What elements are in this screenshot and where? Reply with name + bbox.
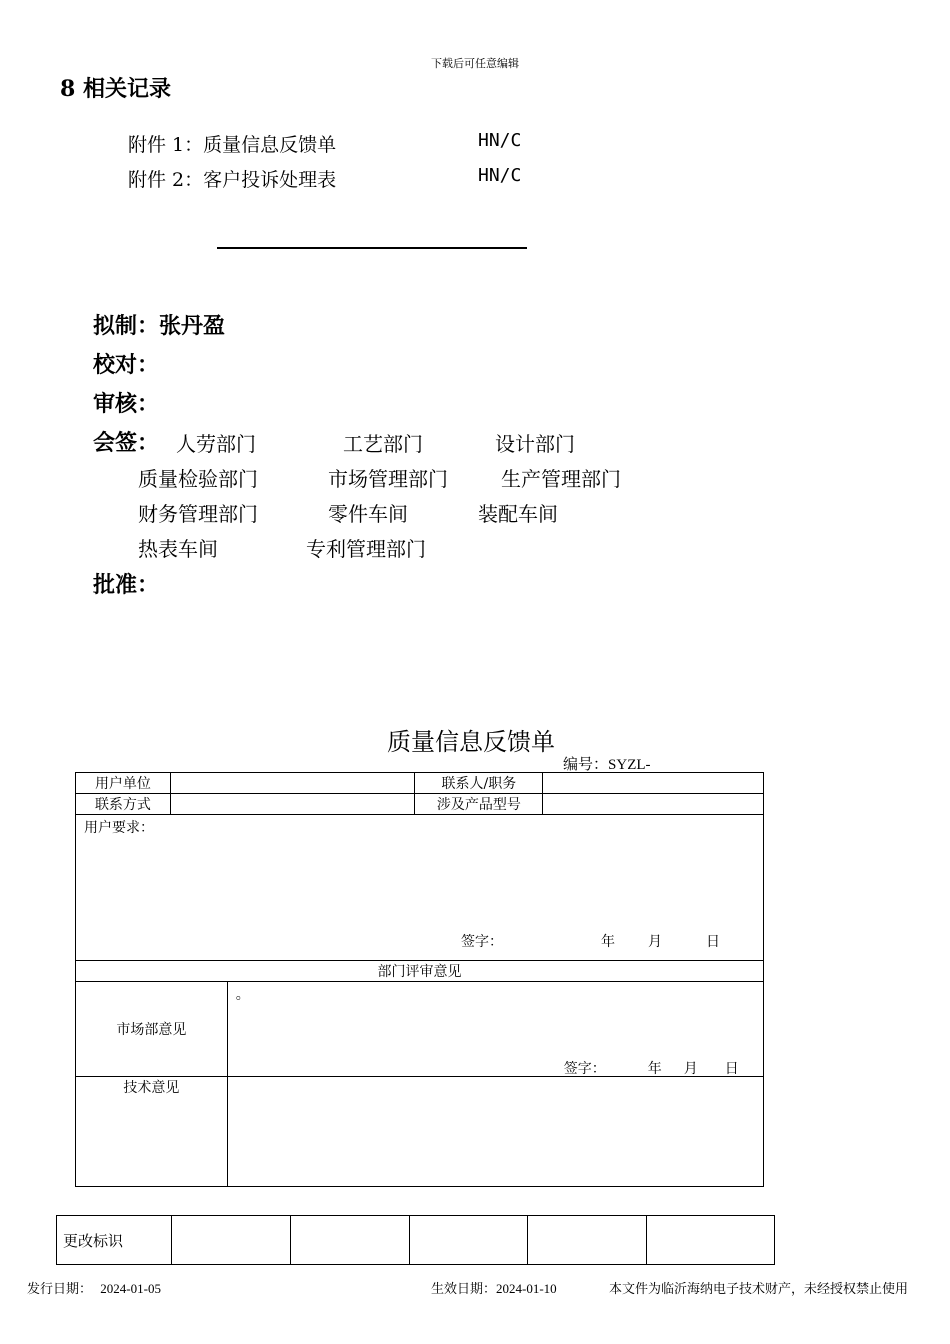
change-marker-cell[interactable] bbox=[171, 1216, 290, 1265]
user-sign-label: 签字： bbox=[461, 934, 503, 950]
change-marker-cell[interactable] bbox=[409, 1216, 528, 1265]
contact-method-field[interactable] bbox=[170, 794, 415, 815]
annex-1-code: HN/C bbox=[478, 130, 522, 151]
dept-quality-inspection: 质量检验部门 bbox=[138, 467, 258, 491]
drafted-row bbox=[93, 309, 225, 340]
dept-market-management: 市场管理部门 bbox=[328, 467, 448, 491]
dept-patent-management: 专利管理部门 bbox=[306, 537, 426, 561]
user-requirements-cell[interactable] bbox=[76, 815, 764, 961]
user-requirements-label: 用户要求： bbox=[84, 820, 154, 836]
form-number-label: 编号： bbox=[563, 757, 609, 773]
countersign-label: 会签： bbox=[93, 430, 160, 456]
issue-date: 2024-01-05 bbox=[100, 1281, 161, 1296]
form-title: 质量信息反馈单 bbox=[387, 728, 555, 756]
section-title: 8 相关记录 bbox=[60, 76, 171, 102]
user-sign-month: 月 bbox=[648, 934, 662, 950]
tech-opinion-label: 技术意见 bbox=[76, 1077, 228, 1187]
dept-finance: 财务管理部门 bbox=[138, 502, 258, 526]
annex-1-name: 附件 1：质量信息反馈单 bbox=[128, 134, 337, 156]
form-number bbox=[563, 753, 651, 774]
change-marker-cell[interactable] bbox=[528, 1216, 647, 1265]
product-model-label: 涉及产品型号 bbox=[415, 794, 543, 815]
dept-process: 工艺部门 bbox=[343, 432, 423, 456]
change-marker-cell[interactable] bbox=[647, 1216, 775, 1265]
contact-role-label: 联系人/职务 bbox=[415, 773, 543, 794]
drafted-name: 张丹盈 bbox=[159, 313, 226, 339]
user-unit-field[interactable] bbox=[170, 773, 415, 794]
market-sign-month: 月 bbox=[683, 1061, 698, 1077]
market-sign-year: 年 bbox=[647, 1061, 662, 1077]
feedback-form-table bbox=[75, 772, 764, 1187]
user-sign-day: 日 bbox=[706, 934, 720, 950]
market-opinion-mark: 。 bbox=[235, 987, 250, 1003]
product-model-field[interactable] bbox=[543, 794, 764, 815]
effective-date-label: 生效日期： bbox=[431, 1282, 497, 1297]
user-unit-label: 用户单位 bbox=[76, 773, 171, 794]
divider-rule bbox=[217, 247, 527, 249]
header-note: 下载后可任意编辑 bbox=[431, 57, 519, 70]
dept-hr: 人劳部门 bbox=[176, 432, 256, 456]
checked-label: 校对： bbox=[93, 352, 160, 378]
dept-parts-workshop: 零件车间 bbox=[328, 502, 408, 526]
issue-date-label: 发行日期： bbox=[27, 1282, 93, 1297]
dept-review-label: 部门评审意见 bbox=[76, 961, 764, 982]
dept-production-management: 生产管理部门 bbox=[501, 467, 621, 491]
dept-design: 设计部门 bbox=[495, 432, 575, 456]
change-marker-table bbox=[56, 1215, 775, 1265]
annex-2-code: HN/C bbox=[478, 165, 522, 186]
form-number-value: SYZL- bbox=[608, 757, 651, 773]
market-opinion-cell[interactable] bbox=[227, 982, 763, 1077]
annex-1 bbox=[128, 130, 548, 156]
change-marker-label: 更改标识 bbox=[57, 1216, 172, 1265]
contact-method-label: 联系方式 bbox=[76, 794, 171, 815]
user-sign-year: 年 bbox=[601, 934, 615, 950]
approved-label: 批准： bbox=[93, 572, 160, 598]
contact-role-field[interactable] bbox=[543, 773, 764, 794]
annex-2-name: 附件 2：客户投诉处理表 bbox=[128, 169, 337, 191]
market-opinion-label: 市场部意见 bbox=[76, 982, 228, 1077]
dept-heat-treatment-workshop: 热表车间 bbox=[138, 537, 218, 561]
tech-opinion-cell[interactable] bbox=[227, 1077, 763, 1187]
footer-notice: 本文件为临沂海纳电子技术财产，未经授权禁止使用 bbox=[609, 1282, 909, 1297]
footer-issue bbox=[27, 1278, 161, 1297]
effective-date: 2024-01-10 bbox=[496, 1281, 557, 1296]
change-marker-cell[interactable] bbox=[290, 1216, 409, 1265]
drafted-label: 拟制： bbox=[93, 313, 160, 339]
reviewed-label: 审核： bbox=[93, 391, 160, 417]
dept-assembly-workshop: 装配车间 bbox=[478, 502, 558, 526]
annex-2 bbox=[128, 165, 548, 191]
footer-effective bbox=[431, 1278, 557, 1297]
market-sign-label: 签字： bbox=[563, 1061, 606, 1077]
market-sign-day: 日 bbox=[724, 1061, 739, 1077]
